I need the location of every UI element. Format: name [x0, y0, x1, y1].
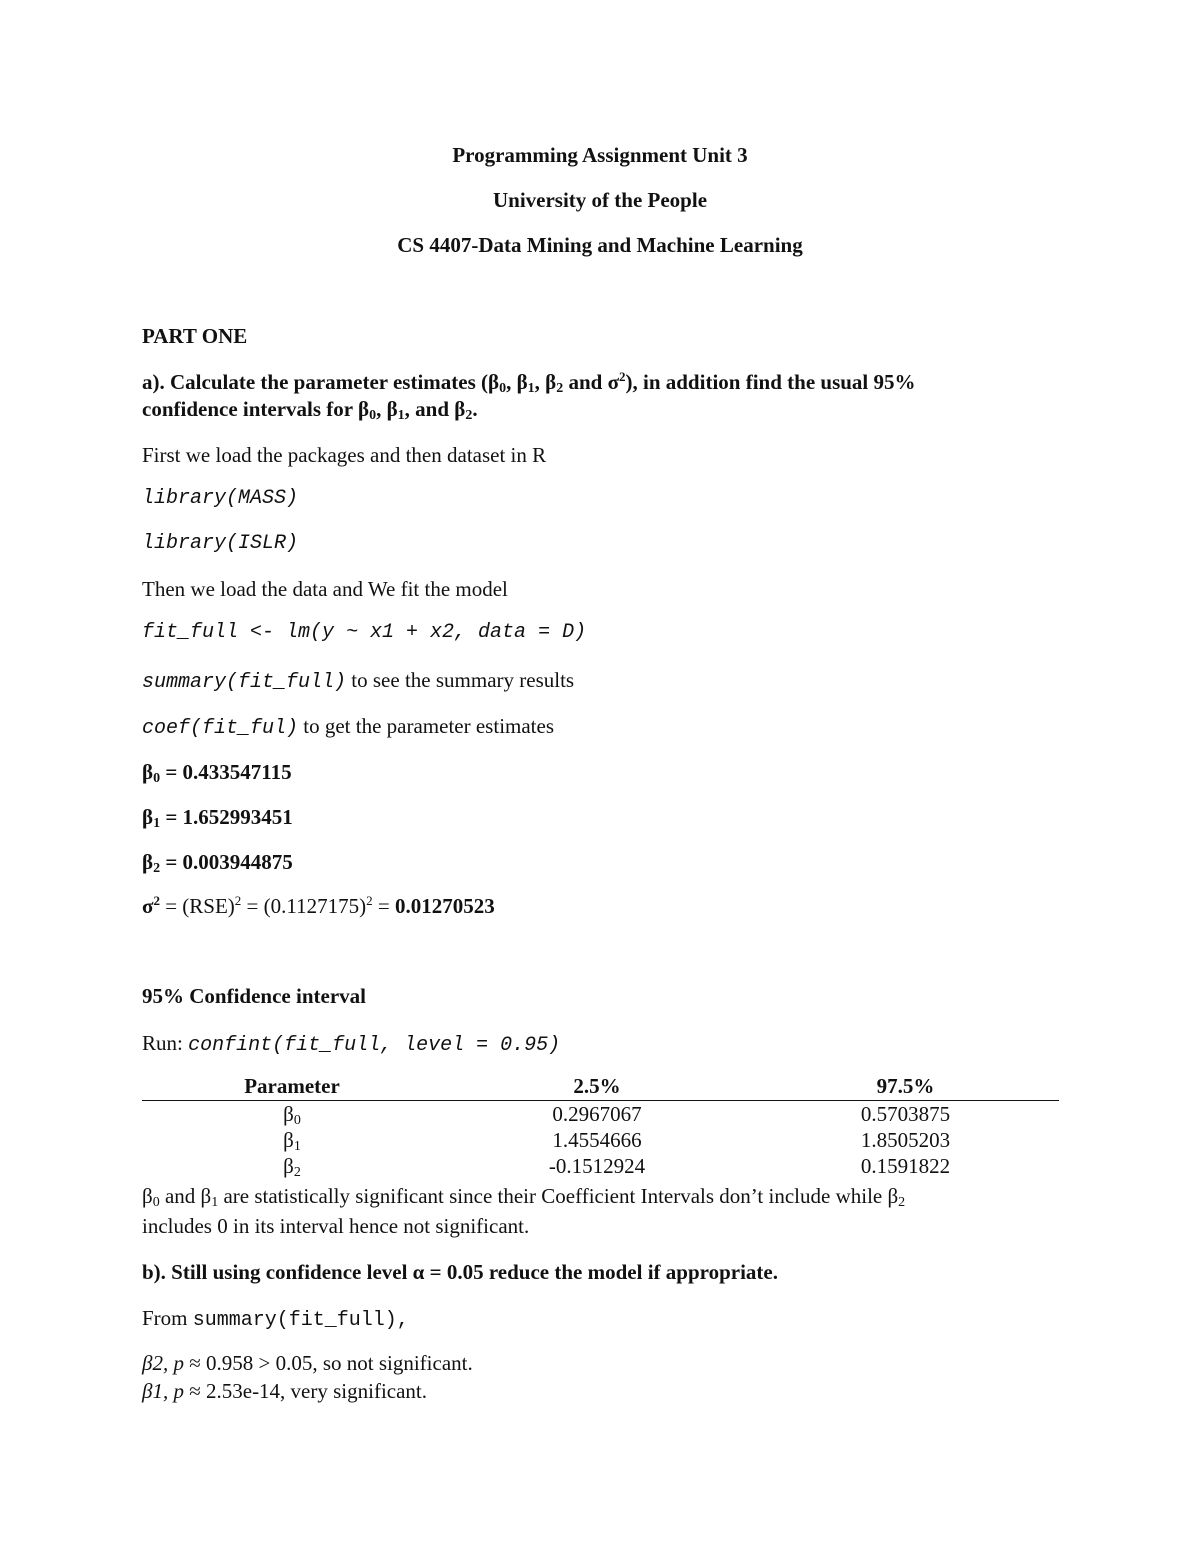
beta2-estimate: $\beta_2 = 0.003944875$ — [142, 850, 293, 876]
confidence-interval-heading: 95% Confidence interval — [142, 984, 366, 1008]
upper-bound-cell: 0.5703875 — [860, 1101, 951, 1126]
confint-run-line: Run: confint(fit_full, level = 0.95) — [142, 1031, 561, 1057]
significance-note-line2: includes 0 in its interval hence not significant. — [142, 1214, 530, 1238]
code-fit-model: fit_full <- lm(y ~ x1 + x2, data = D) — [142, 621, 587, 644]
question-a-line2: confidence intervals for $\beta_0$, $\beta_1$, and $\beta_2$. — [142, 397, 478, 423]
lower-bound-cell: 1.4554666 — [552, 1127, 642, 1152]
parameter-cell: $\beta_0$ — [283, 1101, 301, 1128]
lower-bound-cell: 0.2967067 — [552, 1101, 642, 1126]
beta2-pvalue-line: β2, p ≈ 0.958 > 0.05, so not significant. — [142, 1351, 473, 1375]
table-row — [142, 1101, 1059, 1128]
beta0-estimate: $\beta_0 = 0.433547115$ — [142, 760, 292, 786]
sigma-squared-estimate: $\sigma^2 = (RSE)^2 = (0.1127175)^2 = 0.01270523$ — [142, 893, 495, 918]
fit-model-text: Then we load the data and We fit the model — [142, 577, 508, 601]
significance-note-line1: $\beta_0$ and $\beta_1$ are statistically significant since their Coefficient Intervals don’t include while $\beta_2$ — [142, 1184, 906, 1210]
code-library-islr: library(ISLR) — [142, 532, 299, 555]
column-header: Parameter — [142, 1073, 442, 1101]
parameter-cell: $\beta_2$ — [283, 1153, 301, 1180]
table-header-row — [142, 1073, 1059, 1101]
question-a-line1: a). Calculate the parameter estimates ($\beta_0$, $\beta_1$, $\beta_2$ and $\sigma^2$), in addition find the usual 95% — [142, 369, 916, 396]
table-row — [142, 1127, 1059, 1153]
summary-line: summary(fit_full) to see the summary results — [142, 668, 575, 694]
load-packages-text: First we load the packages and then dataset in R — [142, 443, 547, 467]
upper-bound-cell: 0.1591822 — [860, 1153, 951, 1178]
university-name: University of the People — [492, 188, 708, 212]
column-header: 2.5% — [442, 1073, 752, 1101]
beta1-estimate: $\beta_1 = 1.652993451$ — [142, 805, 293, 831]
table-row — [142, 1153, 1059, 1179]
upper-bound-cell: 1.8505203 — [860, 1127, 951, 1152]
parameter-cell: $\beta_1$ — [283, 1127, 301, 1154]
question-b-text: b). Still using confidence level α = 0.05 reduce the model if appropriate. — [142, 1260, 778, 1284]
lower-bound-cell: -0.1512924 — [548, 1153, 646, 1178]
column-header: 97.5% — [752, 1073, 1059, 1101]
part-one-heading: PART ONE — [142, 324, 248, 348]
beta1-pvalue-line: β1, p ≈ 2.53e-14, very significant. — [142, 1379, 428, 1403]
coef-line: coef(fit_ful) to get the parameter estimates — [142, 714, 555, 740]
from-summary-line: From summary(fit_full), — [142, 1306, 409, 1332]
document-title: Programming Assignment Unit 3 — [452, 143, 748, 167]
code-library-mass: library(MASS) — [142, 487, 299, 510]
course-name: CS 4407-Data Mining and Machine Learning — [397, 233, 803, 257]
confidence-interval-table — [142, 1073, 1059, 1179]
